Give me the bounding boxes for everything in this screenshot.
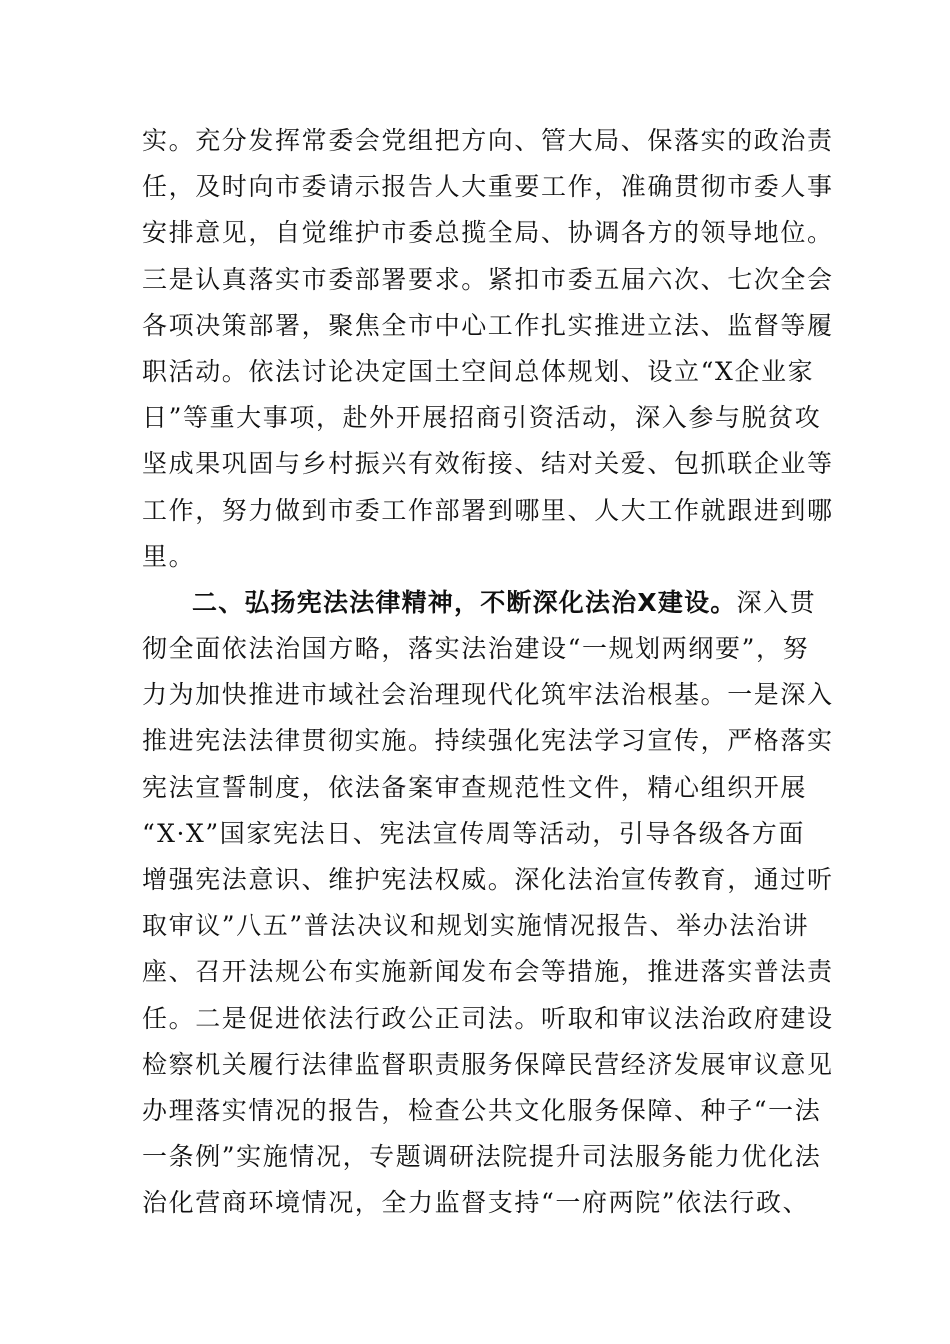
text-line: 检察机关履行法律监督职责服务保障民营经济发展审议意见 [142, 1049, 834, 1079]
text-line: 任，及时向市委请示报告人大重要工作，准确贯彻市委人事 [142, 172, 834, 202]
body-text [142, 118, 834, 1227]
text-line: 治化营商环境情况，全力监督支持“一府两院”依法行政、 [142, 1188, 810, 1218]
text-line: “X·X”国家宪法日、宪法宣传周等活动，引导各级各方面 [142, 818, 806, 848]
text-line: 推进宪法法律贯彻实施。持续强化宪法学习宣传，严格落实 [142, 726, 834, 756]
text-line: 日”等重大事项，赴外开展招商引资活动，深入参与脱贫攻 [142, 403, 822, 433]
section-heading: 二、弘扬宪法法律精神，不断深化法治X建设。 [192, 587, 737, 617]
text-line: 宪法宣誓制度，依法备案审查规范性文件，精心组织开展 [142, 772, 808, 802]
text-line: 办理落实情况的报告，检查公共文化服务保障、种子“一法 [142, 1095, 822, 1125]
text-line: 职活动。依法讨论决定国土空间总体规划、设立“X企业家 [142, 356, 815, 386]
section-two-first-line [142, 580, 817, 626]
text-line: 实。充分发挥常委会党组把方向、管大局、保落实的政治责 [142, 126, 834, 155]
text-line: 一条例”实施情况，专题调研法院提升司法服务能力优化法 [142, 1142, 822, 1172]
text-line: 各项决策部署，聚焦全市中心工作扎实推进立法、监督等履 [142, 310, 834, 340]
section-two-lead: 深入贯 [736, 587, 817, 617]
text-line: 彻全面依法治国方略，落实法治建设“一规划两纲要”，努 [142, 634, 810, 664]
text-line: 力为加快推进市域社会治理现代化筑牢法治根基。一是深入 [142, 680, 834, 710]
text-line: 增强宪法意识、维护宪法权威。深化法治宣传教育，通过听 [142, 865, 834, 894]
text-line: 座、召开法规公布实施新闻发布会等措施，推进落实普法责 [142, 957, 834, 987]
text-line: 工作，努力做到市委工作部署到哪里、人大工作就跟进到哪 [142, 495, 834, 525]
text-line: 安排意见，自觉维护市委总揽全局、协调各方的领导地位。 [142, 218, 834, 248]
text-line: 取审议”八五”普法决议和规划实施情况报告、举办法治讲 [142, 911, 810, 941]
text-line: 里。 [142, 541, 196, 571]
text-line: 坚成果巩固与乡村振兴有效衔接、结对关爱、包抓联企业等 [142, 449, 834, 479]
text-line: 任。二是促进依法行政公正司法。听取和审议法治政府建设 [142, 1003, 834, 1033]
text-line: 三是认真落实市委部署要求。紧扣市委五届六次、七次全会 [142, 264, 834, 294]
